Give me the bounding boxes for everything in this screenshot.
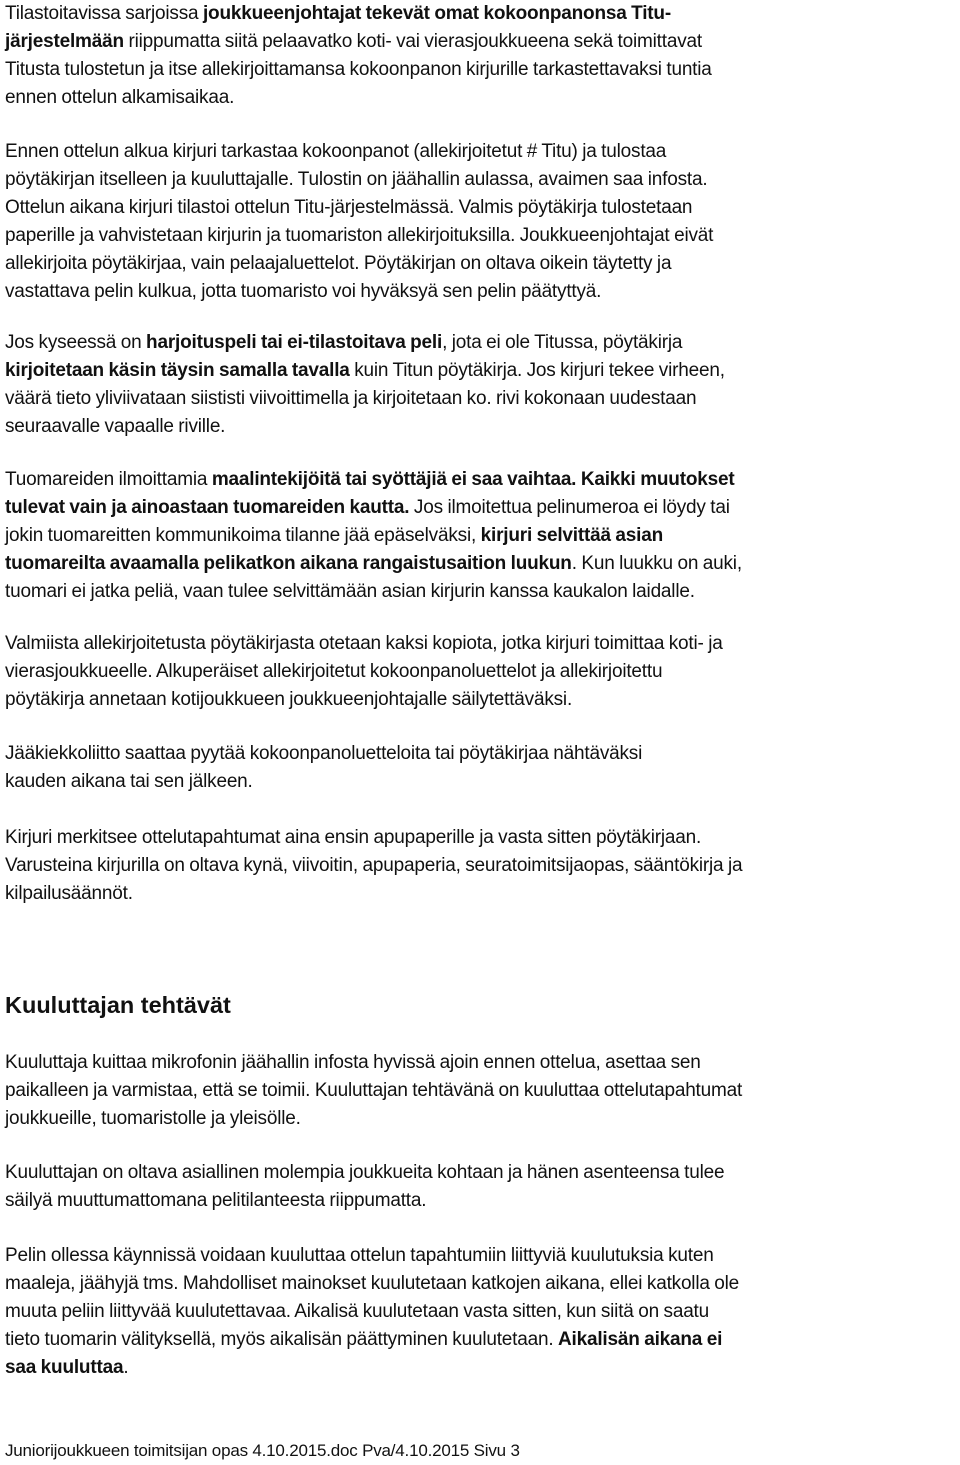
text-run: pöytäkirjan itselleen ja kuuluttajalle. Tulostin on jäähallin aulassa, avaimen saa infosta.	[5, 169, 708, 190]
text-run: Valmiista allekirjoitetusta pöytäkirjasta otetaan kaksi kopiota, jotka kirjuri toimittaa koti- ja	[5, 633, 723, 654]
paragraph-federation-request	[5, 740, 642, 796]
paragraph-scorer-checks	[5, 138, 713, 306]
text-run: Ottelun aikana kirjuri tilastoi ottelun Titu-järjestelmässä. Valmis pöytäkirja tulostetaan	[5, 197, 693, 218]
text-run: säilyä muuttumattomana pelitilanteesta riippumatta.	[5, 1190, 427, 1211]
text-run: riippumatta siitä pelaavatko koti- vai vierasjoukkueena sekä toimittavat	[123, 31, 702, 52]
paragraph-referee-goals	[5, 466, 742, 606]
text-run: Titusta tulostetun ja itse allekirjoittamansa kokoonpanon kirjurille tarkastettavaksi tuntia	[5, 59, 712, 80]
text-run: Kuuluttajan on oltava asiallinen molempia joukkueita kohtaan ja hänen asenteensa tulee	[5, 1162, 725, 1183]
text-run: kauden aikana tai sen jälkeen.	[5, 771, 253, 792]
text-run: Tuomareiden ilmoittamia	[5, 469, 212, 490]
text-run: Tilastoitavissa sarjoissa	[5, 3, 203, 24]
text-run: Jos ilmoitettua pelinumeroa ei löydy tai	[409, 497, 730, 518]
bold-text: kirjoitetaan käsin täysin samalla tavalla	[5, 360, 350, 381]
text-run: vierasjoukkueelle. Alkuperäiset allekirjoitetut kokoonpanoluettelot ja allekirjoitettu	[5, 661, 663, 682]
text-run: . Kun luukku on auki,	[571, 553, 742, 574]
text-run: Ennen ottelun alkua kirjuri tarkastaa kokoonpanot (allekirjoitetut # Titu) ja tulostaa	[5, 141, 667, 162]
text-run: , jota ei ole Titussa, pöytäkirja	[442, 332, 683, 353]
paragraph-scoresheet-lineups	[5, 0, 712, 112]
text-run: tuomari ei jatka peliä, vaan tulee selvittämään asian kirjurin kanssa kaukalon laidalle.	[5, 581, 695, 602]
bold-text: tuomareilta avaamalla pelikatkon aikana rangaistusaition luukun	[5, 553, 572, 574]
paragraph-announcer-microphone	[5, 1049, 742, 1133]
text-run: joukkueille, tuomaristolle ja yleisölle.	[5, 1108, 301, 1129]
text-run: Varusteina kirjurilla on oltava kynä, viivoitin, apupaperia, seuratoimitsijaopas, sääntökirja ja	[5, 855, 743, 876]
section-heading: Kuuluttajan tehtävät	[5, 992, 231, 1018]
text-run: tieto tuomarin välityksellä, myös aikalisän päättyminen kuulutetaan.	[5, 1329, 558, 1350]
paragraph-practice-game	[5, 329, 725, 441]
text-run: seuraavalle vapaalle riville.	[5, 416, 226, 437]
text-run: kuin Titun pöytäkirja. Jos kirjuri tekee virheen,	[349, 360, 725, 381]
text-run: paikalleen ja varmistaa, että se toimii. Kuuluttajan tehtävänä on kuuluttaa ottelutapahtumat	[5, 1080, 743, 1101]
page-footer: Juniorijoukkueen toimitsijan opas 4.10.2015.doc Pva/4.10.2015 Sivu 3	[5, 1441, 520, 1460]
paragraph-announcer-neutral	[5, 1159, 724, 1215]
text-run: paperille ja vahvistetaan kirjurin ja tuomariston allekirjoituksilla. Joukkueenjohtajat eivät	[5, 225, 714, 246]
bold-text: tulevat vain ja ainoastaan tuomareiden kautta.	[5, 497, 410, 518]
bold-text: saa kuuluttaa	[5, 1357, 124, 1378]
paragraph-copies	[5, 630, 723, 714]
text-run: .	[123, 1357, 129, 1378]
bold-text: harjoituspeli tai ei-tilastoitava peli	[146, 332, 443, 353]
text-run: muuta peliin liittyvää kuulutettavaa. Aikalisä kuulutetaan vasta sitten, kun siitä on saatu	[5, 1301, 710, 1322]
bold-text: kirjuri selvittää asian	[480, 525, 664, 546]
text-run: Kuuluttaja kuittaa mikrofonin jäähallin infosta hyvissä ajoin ennen ottelua, asettaa sen	[5, 1052, 701, 1073]
bold-text: maalintekijöitä tai syöttäjiä ei saa vaihtaa. Kaikki muutokset	[211, 469, 735, 490]
text-run: maaleja, jäähyjä tms. Mahdolliset mainokset kuulutetaan katkojen aikana, ellei katkolla ole	[5, 1273, 740, 1294]
text-run: pöytäkirja annetaan kotijoukkueen joukkueenjohtajalle säilytettäväksi.	[5, 689, 573, 710]
paragraph-announcements-during-play	[5, 1242, 739, 1382]
text-run: Pelin ollessa käynnissä voidaan kuuluttaa ottelun tapahtumiin liittyviä kuulutuksia kuten	[5, 1245, 714, 1266]
text-run: Jääkiekkoliitto saattaa pyytää kokoonpanoluetteloita tai pöytäkirjaa nähtäväksi	[5, 743, 643, 764]
text-run: Jos kyseessä on	[5, 332, 147, 353]
text-run: allekirjoita pöytäkirjaa, vain pelaajaluettelot. Pöytäkirjan on oltava oikein täytetty ja	[5, 253, 672, 274]
text-run: Kirjuri merkitsee ottelutapahtumat aina ensin apupaperille ja vasta sitten pöytäkirjaan.	[5, 827, 702, 848]
bold-text: järjestelmään	[5, 31, 124, 52]
text-run: jokin tuomareitten kommunikoima tilanne jää epäselväksi,	[5, 525, 481, 546]
text-run: kilpailusäännöt.	[5, 883, 133, 904]
text-run: vastattava pelin kulkua, jotta tuomaristo voi hyväksyä sen pelin päätyttyä.	[5, 281, 602, 302]
bold-text: joukkueenjohtajat tekevät omat kokoonpanonsa Titu-	[202, 3, 671, 24]
paragraph-scorer-equipment	[5, 824, 742, 908]
text-run: ennen ottelun alkamisaikaa.	[5, 87, 235, 108]
bold-text: Aikalisän aikana ei	[558, 1329, 723, 1350]
text-run: väärä tieto yliviivataan siististi viivoittimella ja kirjoitetaan ko. rivi kokonaan uudestaan	[5, 388, 697, 409]
